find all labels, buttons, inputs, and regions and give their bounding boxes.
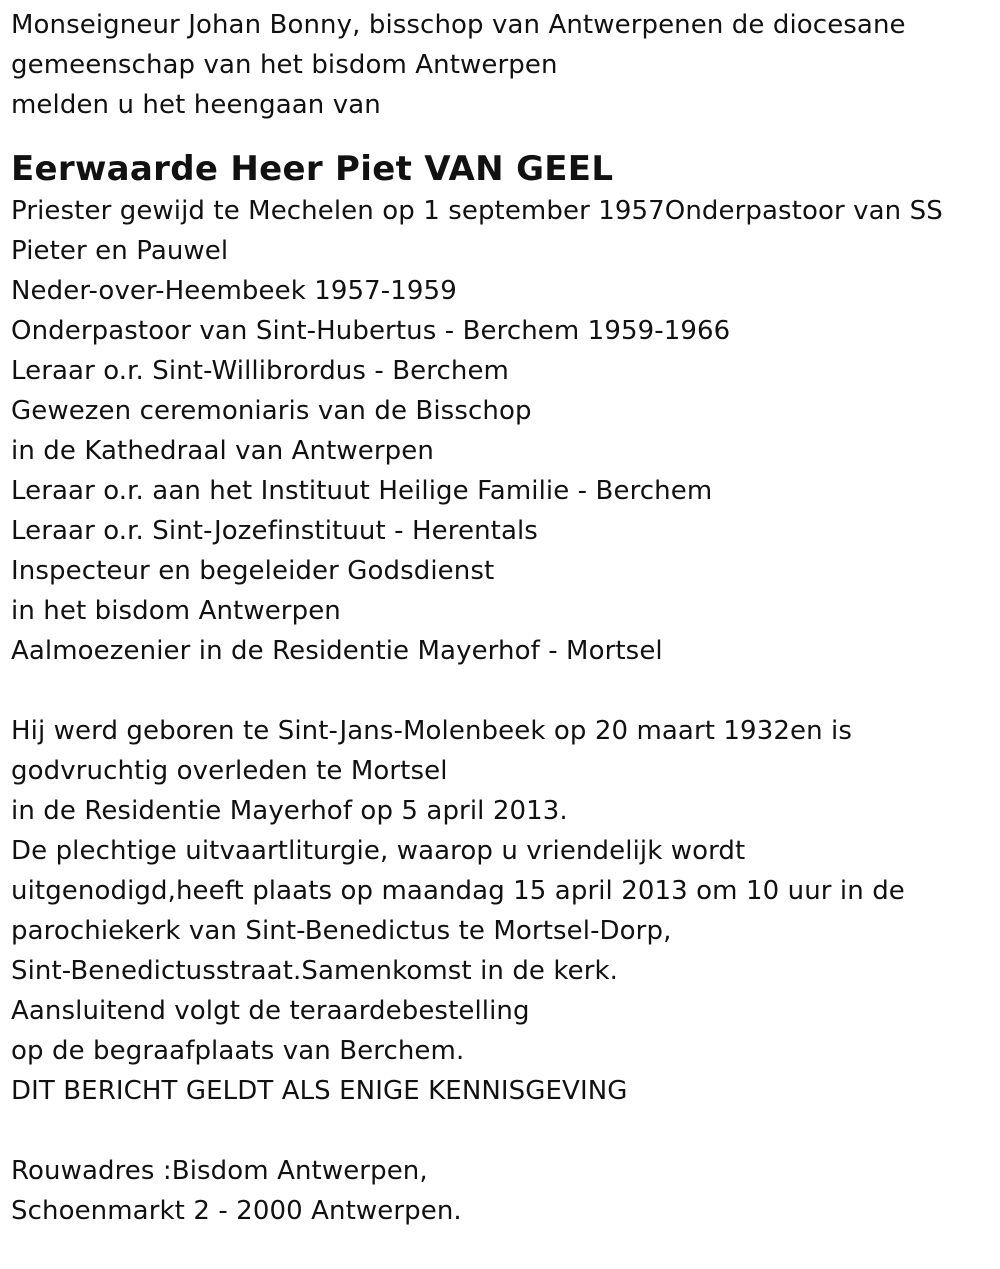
intro-line: Monseigneur Johan Bonny, bisschop van Antwerpenen de diocesane <box>11 10 906 40</box>
spacer <box>11 1111 991 1151</box>
career-line: in de Kathedraal van Antwerpen <box>11 436 434 466</box>
career-line: Pieter en Pauwel <box>11 236 229 266</box>
details-line: De plechtige uitvaartliturgie, waarop u vriendelijk wordt <box>11 836 746 866</box>
details-line: in de Residentie Mayerhof op 5 april 2013. <box>11 796 568 826</box>
career-line: Leraar o.r. aan het Instituut Heilige Familie - Berchem <box>11 476 713 506</box>
career-line: in het bisdom Antwerpen <box>11 596 341 626</box>
career-line: Leraar o.r. Sint-Willibrordus - Berchem <box>11 356 509 386</box>
career-line: Onderpastoor van Sint-Hubertus - Berchem 1959-1966 <box>11 316 731 346</box>
career-line: Leraar o.r. Sint-Jozefinstituut - Herentals <box>11 516 538 546</box>
details-line: Hij werd geboren te Sint-Jans-Molenbeek op 20 maart 1932en is <box>11 716 852 746</box>
death-notice <box>11 0 991 1231</box>
details-line: godvruchtig overleden te Mortsel <box>11 756 448 786</box>
career-block <box>11 191 991 671</box>
details-line: uitgenodigd,heeft plaats op maandag 15 april 2013 om 10 uur in de <box>11 876 905 906</box>
career-line: Gewezen ceremoniaris van de Bisschop <box>11 396 532 426</box>
deceased-name: Eerwaarde Heer Piet VAN GEEL <box>11 149 614 189</box>
details-line: op de begraafplaats van Berchem. <box>11 1036 465 1066</box>
details-block <box>11 711 991 1111</box>
details-line: Aansluitend volgt de teraardebestelling <box>11 996 530 1026</box>
intro-line: gemeenschap van het bisdom Antwerpen <box>11 50 558 80</box>
career-line: Neder-over-Heembeek 1957-1959 <box>11 276 457 306</box>
career-line: Priester gewijd te Mechelen op 1 september 1957Onderpastoor van SS <box>11 196 943 226</box>
notice-line: DIT BERICHT GELDT ALS ENIGE KENNISGEVING <box>11 1076 628 1106</box>
career-line: Aalmoezenier in de Residentie Mayerhof - Mortsel <box>11 636 663 666</box>
details-line: parochiekerk van Sint-Benedictus te Mortsel-Dorp, <box>11 916 672 946</box>
details-line: Sint-Benedictusstraat.Samenkomst in de kerk. <box>11 956 619 986</box>
intro-block <box>11 0 991 125</box>
spacer <box>11 671 991 711</box>
intro-line: melden u het heengaan van <box>11 90 381 120</box>
address-block <box>11 1151 991 1231</box>
career-line: Inspecteur en begeleider Godsdienst <box>11 556 495 586</box>
address-line: Rouwadres :Bisdom Antwerpen, <box>11 1156 428 1186</box>
address-line: Schoenmarkt 2 - 2000 Antwerpen. <box>11 1196 462 1226</box>
